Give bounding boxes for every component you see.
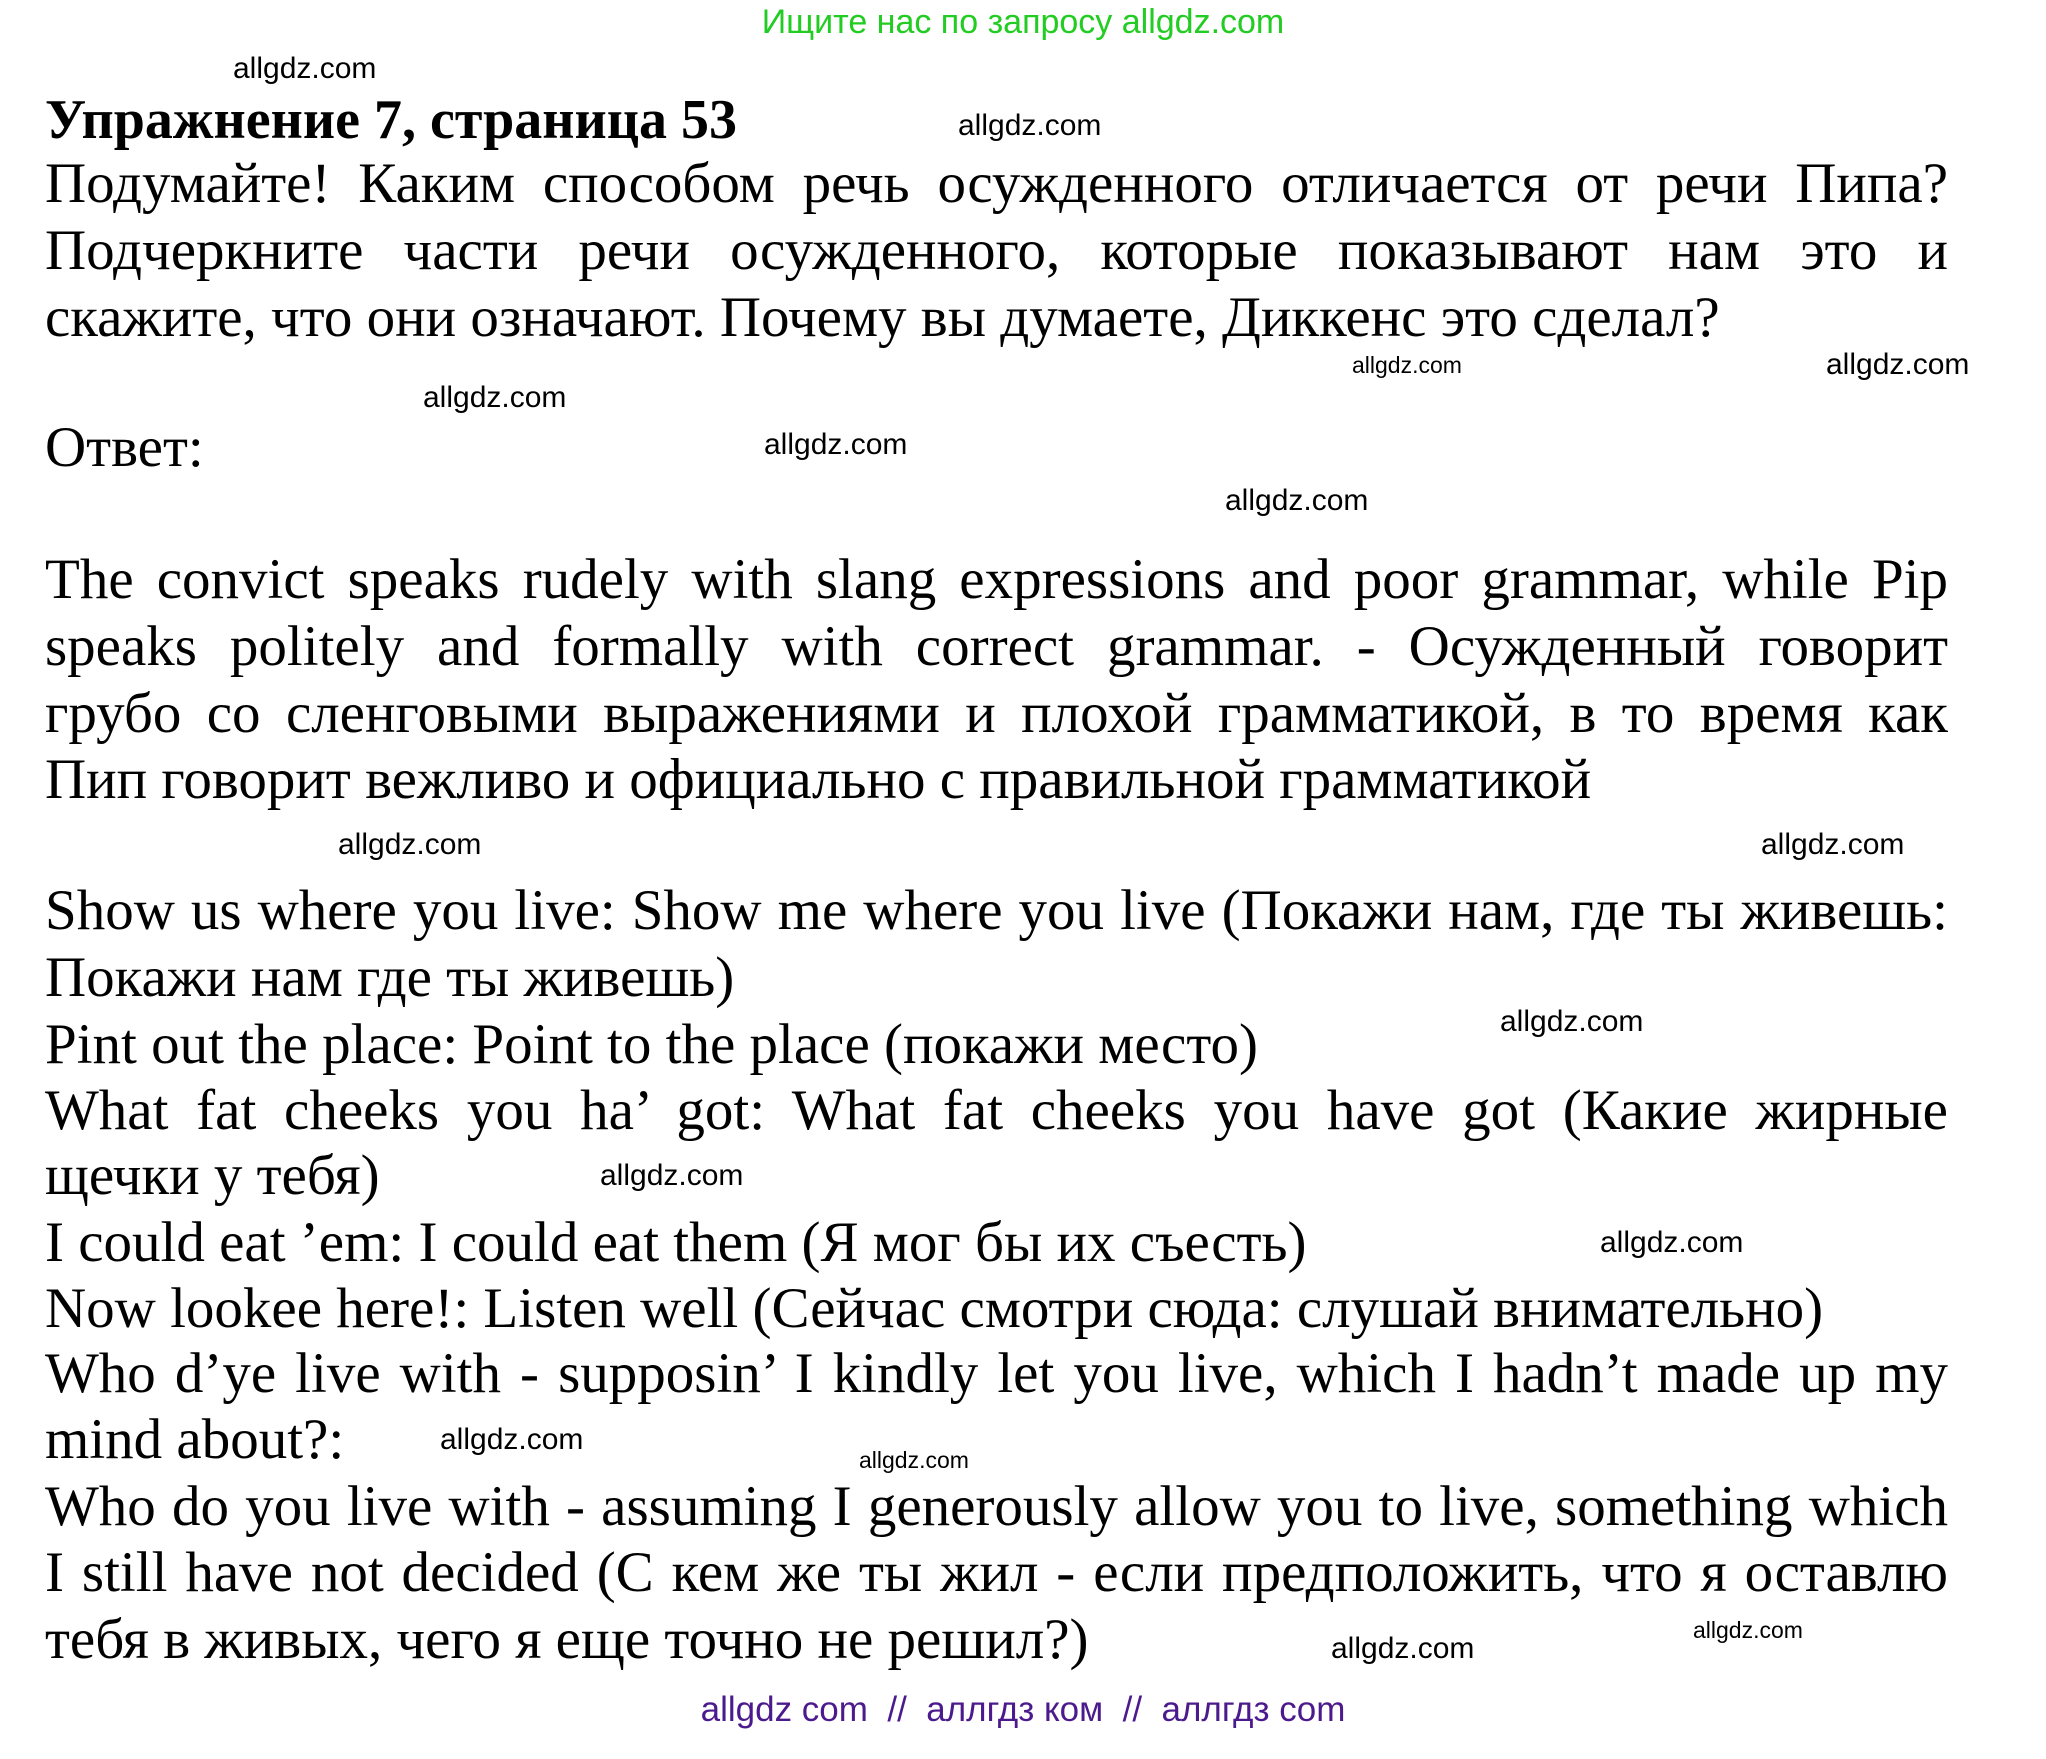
watermark: allgdz.com (440, 1423, 584, 1456)
text-line: Now lookee here!: Listen well (Сейчас смотри сюда: слушай внимательно) (45, 1277, 1824, 1340)
footer-watermark: allgdz com // аллгдз ком // аллгдз com (700, 1690, 1346, 1729)
text-line: Пип говорит вежливо и официально с правильной грамматикой (45, 748, 1592, 811)
text-line: I still have not decided (С кем же ты жил - если предположить, что я оставлю (45, 1541, 1948, 1604)
watermark: allgdz.com (233, 52, 377, 85)
watermark: allgdz.com (600, 1159, 744, 1192)
watermark: allgdz.com (1826, 348, 1970, 381)
watermark: allgdz.com (423, 381, 567, 414)
search-banner: Ищите нас по запросу allgdz.com (761, 3, 1285, 41)
watermark: allgdz.com (1693, 1617, 1803, 1643)
text-line: The convict speaks rudely with slang expressions and poor grammar, while Pip (45, 548, 1948, 611)
text-line: Who do you live with - assuming I generously allow you to live, something which (45, 1475, 1948, 1538)
watermark: allgdz.com (1500, 1005, 1644, 1038)
watermark: allgdz.com (338, 828, 482, 861)
text-line: speaks politely and formally with correct grammar. - Осужденный говорит (45, 615, 1948, 678)
text-line: щечки у тебя) (45, 1144, 380, 1207)
watermark: allgdz.com (764, 428, 908, 461)
watermark: allgdz.com (1331, 1632, 1475, 1665)
watermark: allgdz.com (859, 1447, 969, 1473)
text-line: What fat cheeks you ha’ got: What fat cheeks you have got (Какие жирные (45, 1079, 1948, 1142)
text-line: скажите, что они означают. Почему вы думаете, Диккенс это сделал? (45, 286, 1720, 349)
text-line: Покажи нам где ты живешь) (45, 946, 735, 1009)
watermark: allgdz.com (1225, 484, 1369, 517)
text-line: тебя в живых, чего я еще точно не решил?) (45, 1608, 1089, 1671)
exercise-title: Упражнение 7, страница 53 (45, 89, 738, 151)
text-line: Pint out the place: Point to the place (покажи место) (45, 1013, 1258, 1076)
watermark: allgdz.com (1761, 828, 1905, 861)
watermark: allgdz.com (958, 109, 1102, 142)
text-line: грубо со сленговыми выражениями и плохой грамматикой, в то время как (45, 682, 1948, 745)
text-line: Подчеркните части речи осужденного, которые показывают нам это и (45, 219, 1948, 282)
text-line: I could eat ’em: I could eat them (Я мог бы их съесть) (45, 1211, 1307, 1274)
text-line: mind about?: (45, 1408, 345, 1471)
watermark: allgdz.com (1352, 352, 1462, 378)
text-line: Who d’ye live with - supposin’ I kindly let you live, which I hadn’t made up my (45, 1342, 1948, 1405)
answer-label: Ответ: (45, 416, 204, 479)
text-line: Подумайте! Каким способом речь осужденного отличается от речи Пипа? (45, 152, 1948, 215)
watermark: allgdz.com (1600, 1226, 1744, 1259)
text-line: Show us where you live: Show me where you live (Покажи нам, где ты живешь: (45, 879, 1948, 942)
